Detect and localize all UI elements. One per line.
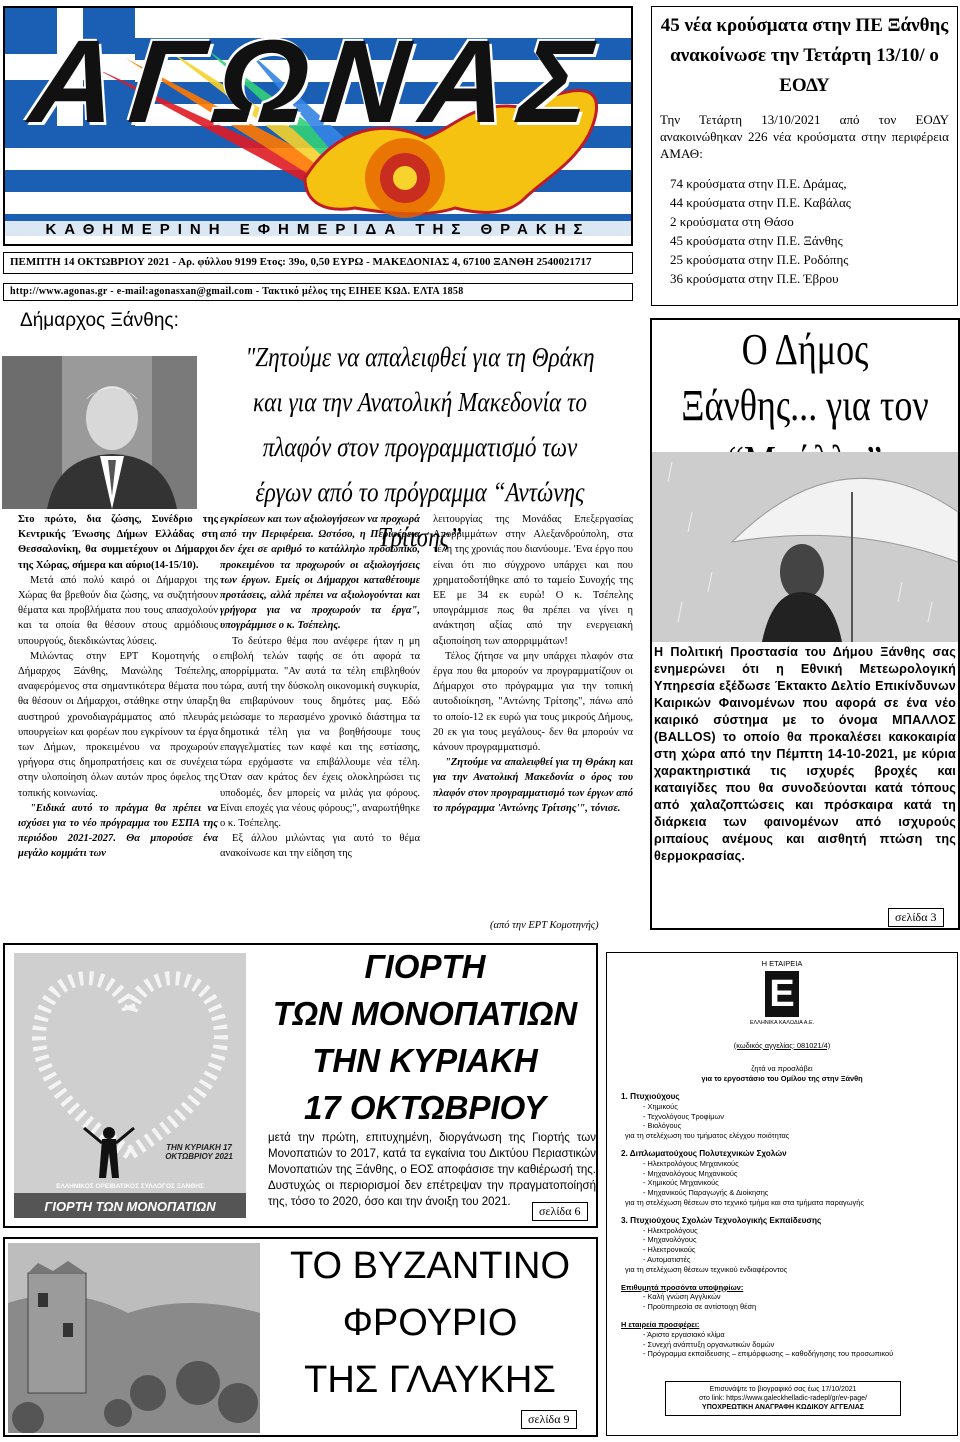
trails-headline bbox=[255, 943, 595, 1131]
covid-item: 74 κρούσματα στην Π.Ε. Δράμας, bbox=[670, 176, 847, 191]
covid-item: 36 κρούσματα στην Π.Ε. Έβρου bbox=[670, 271, 839, 286]
ad-footer bbox=[665, 1381, 901, 1416]
fort-headline bbox=[265, 1238, 595, 1409]
ad-offer-title: Η εταιρεία προσφέρει: bbox=[621, 1319, 700, 1329]
ad-note: για τη στελέχωση θέσεων τεχνικού ενδιαφέροντος bbox=[625, 1264, 788, 1274]
newspaper-subtitle: ΚΑΘΗΜΕΡΙΝΗ ΕΦΗΜΕΡΙΔΑ ΤΗΣ ΘΡΑΚΗΣ bbox=[5, 221, 631, 238]
trails-poster bbox=[14, 953, 246, 1218]
article-lead: Στο πρώτο, δια ζώσης, Συνέδριο της Κεντρικής Ένωσης Δήμων Ελλάδας στη Θεσσαλονίκη, θα συμμετέχουν οι Δήμαρχοι της Χώρας, σήμερα και αύριο(14-15/10). bbox=[18, 514, 218, 571]
job-ad bbox=[606, 952, 958, 1436]
article-paragraph: Τέλος ζήτησε να μην υπάρχει πλαφόν στα έργα που θα μπορούν να προγραμματίζουν οι Δήμαρχοι στο πρόγραμμα για την τοπική αυτοδιοίκηση, "Αντώνης Τρίτσης", πάνω από το οποίο-12 εκ ευρώ για τους μικρούς Δήμους, 20 εκ για τους μεγάλους- δεν θα μπορούν να κάνουν προγραμματισμό. bbox=[433, 650, 633, 754]
issue-info-bar: ΠΕΜΠΤΗ 14 ΟΚΤΩΒΡΙΟΥ 2021 - Αρ. φύλλου 9199 Ετος: 39ο, 0,50 ΕΥΡΩ - ΜΑΚΕΔΟΝΙΑΣ 4, 67100 ΞΑΝΘΗ 2540021717 bbox=[3, 252, 633, 274]
article-paragraph: λειτουργίας της Μονάδας Επεξεργασίας Απορριμμάτων στην Αλεξανδρούπολη, στα τέλη της χρονιάς που διανύουμε. 'Ενα έργο που είναι ότι πιο σύγχρονο υπάρχει και που χρηματοδοτήθηκε από το ταμείο Συνοχής της ΕΕ με 34 εκ ευρώ! Ο κ. Τσέπελης υπογράμμισε πως θα πρέπει να γίνει η ανάκτηση αξίας από την ενεργειακή αξιοποίηση των απορριμμάτων! bbox=[433, 514, 633, 647]
newspaper-title: ΑΓΩΝΑΣ bbox=[24, 16, 612, 148]
article-paragraph: "Ειδικά αυτό το πράγμα θα πρέπει να ισχύσει για το νέο πρόγραμμα του ΕΣΠΑ της περιόδου 2021-2027. Θα μπορούσε ένα μεγάλο κομμάτι των bbox=[18, 802, 218, 860]
fort-headline-line: ΤΗΣ ΓΛΑΥΚΗΣ bbox=[304, 1359, 556, 1401]
ad-list-item: - Μηχανολόγους bbox=[643, 1235, 697, 1245]
covid-intro: Την Τετάρτη 13/10/2021 από τον ΕΟΔΥ ανακοινώθηκαν 226 νέα κρούσματα στην περιφέρεια ΑΜΑΘ: bbox=[660, 112, 949, 161]
ad-list-item: - Ηλεκτρολόγους bbox=[643, 1225, 698, 1235]
ad-company-name: ΕΛΛΗΝΙΚΑ ΚΑΛΩΔΙΑ Α.Ε. bbox=[749, 1019, 815, 1026]
ad-company-top: Η ΕΤΑΙΡΕΙΑ bbox=[761, 959, 803, 968]
ad-section-title: 3. Πτυχιούχους Σχολών Τεχνολογικής Εκπαίδευσης bbox=[621, 1215, 822, 1225]
ad-list-item: - Τεχνολόγους Τροφίμων bbox=[643, 1111, 724, 1121]
ad-section-title: 1. Πτυχιούχους bbox=[621, 1091, 680, 1101]
mayor-photo bbox=[2, 356, 197, 509]
poster-club: ΕΛΛΗΝΙΚΟΣ ΟΡΕΙΒΑΤΙΚΟΣ ΣΥΛΛΟΓΟΣ ΞΑΝΘΗΣ bbox=[56, 1183, 204, 1190]
article-paragraph: Μετά από πολύ καιρό οι Δήμαρχοι της Χώρας θα βρεθούν δια ζώσης, να συζητήσουν θέματα και προβλήματα που τους απασχολούν και τα οποία θα θέσουν στους αρμόδιους υπουργούς, διεκδικώντας λύσεις. bbox=[18, 574, 218, 647]
mayor-headline: "Ζητούμε να απαλειφθεί για τη Θράκη και για την Ανατολική Μακεδονία το πλαφόν στον προγραμματισμό των έργων από το πρόγραμμα “Αντώνης Τρίτσης” bbox=[245, 342, 595, 552]
trails-headline-line: ΤΗΝ ΚΥΡΙΑΚΗ bbox=[312, 1042, 538, 1079]
mayor-kicker: Δήμαρχος Ξάνθης: bbox=[20, 310, 179, 331]
page-reference[interactable]: σελίδα 3 bbox=[888, 908, 944, 927]
masthead bbox=[3, 6, 633, 246]
article-source: (από την ΕΡΤ Κομοτηνής) bbox=[490, 920, 599, 931]
covid-item: 25 κρούσματα στην Π.Ε. Ροδόπης bbox=[670, 252, 849, 267]
contact-bar: http://www.agonas.gr - e-mail:agonasxan@gmail.com - Τακτικό μέλος της ΕΙΗΕΕ ΚΩΔ. ΕΛΤΑ 1858 bbox=[3, 283, 633, 301]
fort-headline-line: ΤΟ ΒΥΖΑΝΤΙΝΟ bbox=[289, 1245, 571, 1287]
fortress-ruins-image bbox=[8, 1243, 260, 1433]
trails-headline-line: 17 ΟΚΤΩΒΡΙΟΥ bbox=[303, 1089, 547, 1126]
ad-list-item: - Χημικούς Μηχανικούς bbox=[643, 1178, 719, 1188]
poster-date: ΤΗΝ ΚΥΡΙΑΚΗ 17 ΟΚΤΩΒΡΙΟΥ 2021 bbox=[165, 1143, 233, 1161]
ad-list-item: - Ηλεκτρονικούς bbox=[643, 1245, 696, 1255]
trails-headline-line: ΤΩΝ ΜΟΝΟΠΑΤΙΩΝ bbox=[272, 995, 578, 1032]
ad-seeks: ζητά να προσλάβει bbox=[751, 1064, 813, 1074]
ad-note: για τη στελέχωση του τμήματος ελέγχου ποιότητας bbox=[625, 1131, 790, 1141]
rain-umbrella-photo bbox=[652, 452, 958, 642]
ballos-text: Η Πολιτική Προστασία του Δήμου Ξάνθης σας ενημερώνει ότι η Εθνική Μετεωρολογική Υπηρεσία εξέδωσε Έκτακτο Δελτίο Επικίνδυνων Καιρικών Φαινομένων που αφορά σε ένα νέο καιρικό σύστημα με το όνομα ΜΠΑΛΛΟΣ (BALLOS) το οποίο θα προκαλέσει κακοκαιρία στη χώρα από την Πέμπτη 14-10-2021, με κύρια χαρακτηριστικά τις ισχυρές βροχές και καταιγίδες που θα συνοδεύονται κατά τόπους από χαλαζοπτώσεις και πρόσκαιρα κατά τη διάρκεια των φαινομένων από ισχυρούς ριπαίους ανέμους και αισθητή πτώση της θερμοκρασίας. bbox=[654, 645, 956, 863]
ad-note: για τη στελέχωση θέσεων στο τεχνικό τμήμα και στα τμήματα παραγωγής bbox=[625, 1197, 864, 1207]
fort-headline-line: ΦΡΟΥΡΙΟ bbox=[342, 1302, 518, 1344]
article-paragraph: εγκρίσεων και των αξιολογήσεων να προχωρά από την Περιφέρεια. Ωστόσο, η Περιφέρεια δεν έχει σε αριθμό το κατάλληλο προσωπικό, προκειμένου τα προχωρούν οι αξιολογήσεις των έργων. Εμείς οι Δήμαρχοι καταθέτουμε προτάσεις, αλλά πρέπει να αξιολογούνται και γρήγορα για να προχωρούν τα έργα", υπογράμμισε ο κ. Τσέπελης. bbox=[220, 514, 420, 632]
covid-box bbox=[651, 6, 958, 306]
ad-list-item: - Πρόγραμμα εκπαίδευσης – επιμόρφωσης – καθοδήγησης του προσωπικού bbox=[643, 1349, 894, 1359]
covid-item: 2 κρούσματα στη Θάσο bbox=[670, 214, 794, 229]
ad-section-title: 2. Διπλωματούχους Πολυτεχνικών Σχολών bbox=[621, 1148, 787, 1158]
article-column-2 bbox=[220, 512, 420, 932]
mayor-portrait-image bbox=[2, 356, 197, 509]
ad-list-item: - Αυτοματιστές bbox=[643, 1254, 691, 1264]
page-reference[interactable]: σελίδα 6 bbox=[532, 1202, 588, 1221]
ad-list-item: - Χημικούς bbox=[643, 1101, 678, 1111]
article-paragraph: Το δεύτερο θέμα που ανέφερε ήταν η μη επιβολή τελών ταφής σε ότι αφορά τα απορρίμματα. "Αν αυτά τα τέλη επιβληθούν τώρα, αυτή την δύσκολη οικονομική συγκυρία, θα επιβαρύνουν τους δημότες μας. Εδώ μειώσαμε το περασμένο χρονικό διάστημα τα δημοτικά τέλη για να βοηθήσουμε τους επαγγελματίες των καφέ και της εστίασης, τώρα ερχόμαστε να επιβάλλουμε νέα τέλη. Όταν σαν κράτος δεν έχεις ολοκληρώσει τις υποδομές, δεν μπορείς να μιλάς για φόρους. Είναι εποχές για νέους φόρους;", αναρωτήθηκε ο κ. Τσέπελης. bbox=[220, 635, 420, 830]
ballos-headline: Ο Δήμος Ξάνθης... για τον bbox=[681, 325, 929, 430]
article-paragraph: "Ζητούμε να απαλειφθεί για τη Θράκη και για την Ανατολική Μακεδονία ο όρος του πλαφόν στον προγραμματισμό των έργων από το πρόγραμμα 'Αντώνης Τρίτσης'", τόνισε. bbox=[433, 757, 633, 814]
ad-requirements-title: Επιθυμητά προσόντα υποψηφίων: bbox=[621, 1282, 744, 1292]
covid-item: 44 κρούσματα στην Π.Ε. Καβάλας bbox=[670, 195, 851, 210]
article-column-3 bbox=[433, 512, 633, 932]
fort-photo bbox=[8, 1243, 260, 1433]
ad-footer-line: Επισυνάψτε το βιογραφικό σας έως 17/10/2021 bbox=[709, 1386, 857, 1393]
poster-title: ΓΙΟΡΤΗ ΤΩΝ ΜΟΝΟΠΑΤΙΩΝ bbox=[44, 1199, 216, 1214]
ad-list-item: - Καλή γνώση Αγγλικών bbox=[643, 1292, 721, 1302]
covid-item: 45 κρούσματα στην Π.Ε. Ξάνθης bbox=[670, 233, 843, 248]
article-paragraph: Μιλώντας στην ΕΡΤ Κομοτηνής ο Δήμαρχος Ξάνθης, Μανώλης Τσέπελης, αναφερόμενος στα σημαντικότερα θέματα που θα θέσουν οι Δήμαρχοι, στάθηκε στην ύπαρξη αυστηρού χρονοδιαγράμματος από πλευράς υπουργείων και φορέων που εγκρίνουν τα έργα των Δήμων, προκειμένου να προχωρούν γρήγορα στις δημοπρατήσεις και σε συνέχεια στην υλοποίηση όλων αυτών προς όφελος της τοπικής κοινωνίας. bbox=[18, 650, 218, 799]
trails-headline-line: ΓΙΟΡΤΗ bbox=[364, 948, 486, 985]
ad-list-item: - Μηχανικούς Παραγωγής & Διοίκησης bbox=[643, 1188, 769, 1198]
article-column-1 bbox=[18, 512, 218, 932]
ad-list-item: - Συνεχή ανάπτυξη οργανωτικών δομών bbox=[643, 1339, 775, 1349]
ad-code: (κωδικός αγγελίας: 081021/4) bbox=[733, 1040, 831, 1050]
covid-title: 45 νέα κρούσματα στην ΠΕ Ξάνθης ανακοίνωσε την Τετάρτη 13/10/ ο ΕΟΔΥ bbox=[660, 15, 949, 96]
article-paragraph: Εξ άλλου μιλώντας για αυτό το θέμα ανακοίνωσε και την είδηση της bbox=[220, 833, 420, 860]
heart-poster-image bbox=[14, 953, 246, 1218]
ad-list-item: - Άριστο εργασιακό κλίμα bbox=[643, 1329, 725, 1339]
page-reference[interactable]: σελίδα 9 bbox=[521, 1410, 577, 1429]
company-logo-icon: Ε bbox=[765, 971, 799, 1017]
trails-text: μετά την πρώτη, επιτυχημένη, διοργάνωση της Γιορτής των Μονοπατιών το 2017, κατά τα εγκαίνια του Δικτύου Περιαστικών Μονοπατιών της Ξάνθης, ο ΕΟΣ αποφάσισε την καθιέρωσή της. Δυστυχώς οι περιορισμοί δεν επέτρεψαν την πραγματοποίησή της, τόσο το 2020, όσο και την άνοιξη του 2021. bbox=[268, 1132, 596, 1208]
job-ad-content bbox=[621, 959, 943, 1359]
ad-for: για το εργοστάσιο του Ομίλου της στην Ξάνθη bbox=[701, 1074, 863, 1084]
ad-list-item: - Προϋπηρεσία σε αντίστοιχη θέση bbox=[643, 1302, 757, 1312]
ad-list-item: - Μηχανολόγους Μηχανικούς bbox=[643, 1168, 738, 1178]
ad-footer-link[interactable]: στο link: https://www.galeckhelladic-radepl/gr/ev-page/ bbox=[698, 1395, 868, 1402]
ad-footer-line: ΥΠΟΧΡΕΩΤΙΚΗ ΑΝΑΓΡΑΦΗ ΚΩΔΙΚΟΥ ΑΓΓΕΛΙΑΣ bbox=[702, 1404, 864, 1411]
ad-list-item: - Ηλεκτρολόγους Μηχανικούς bbox=[643, 1158, 739, 1168]
covid-list bbox=[660, 174, 949, 288]
umbrella-image bbox=[652, 452, 958, 642]
ad-list-item: - Βιολόγους bbox=[643, 1121, 682, 1131]
